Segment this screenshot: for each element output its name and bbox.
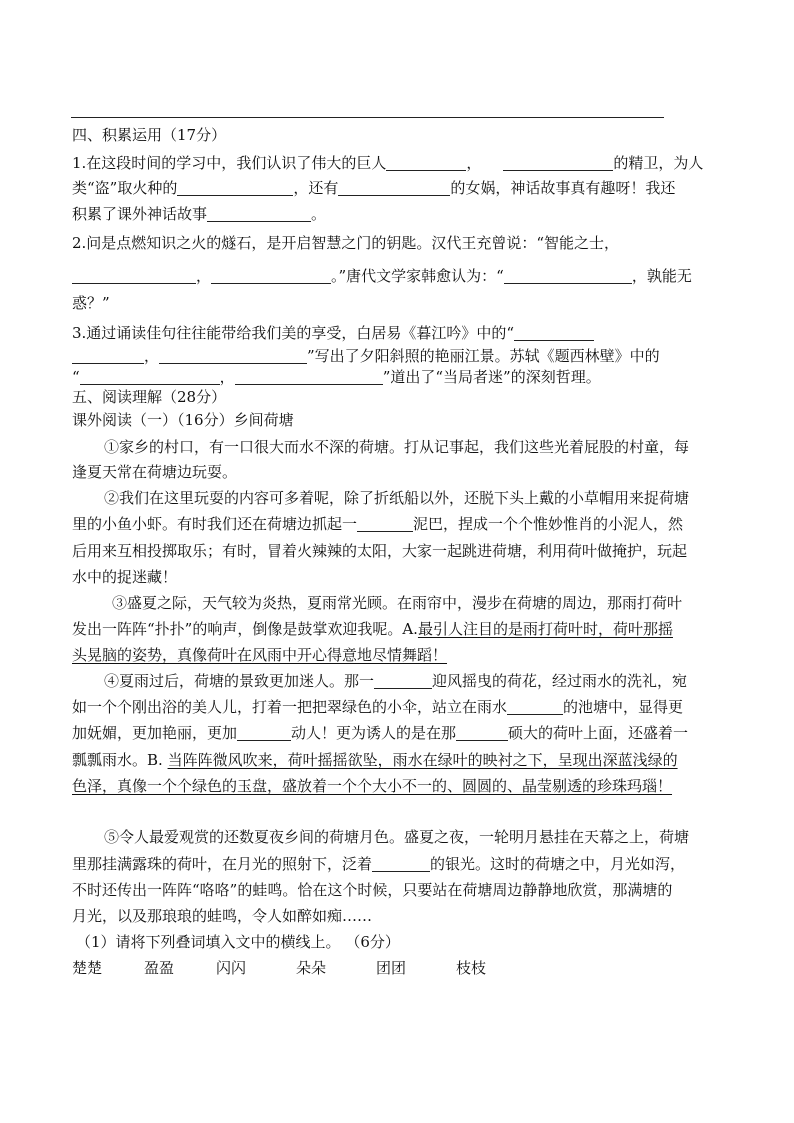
top-divider-line: [71, 117, 664, 118]
para3-line-1: ③盛夏之际，天气较为炎热，夏雨常光顾。在雨帘中，漫步在荷塘的周边，那雨打荷叶: [112, 594, 683, 612]
answer-blank[interactable]: [211, 268, 331, 284]
answer-blank[interactable]: [503, 155, 613, 171]
para2-line-1: ②我们在这里玩耍的内容可多着呢，除了折纸船以外，还脱下头上戴的小草帽用来捉荷塘: [104, 489, 690, 507]
q2-line-2: ， 。”唐代文学家韩愈认为：“ ，孰能无: [72, 266, 722, 286]
underlined-sentence-a: 最引人注目的是雨打荷叶时，荷叶那摇: [417, 620, 673, 638]
q2-line-1: 2.问是点燃知识之火的燧石，是开启智慧之门的钥匙。汉代王充曾说：“智能之士，: [72, 234, 619, 252]
answer-blank[interactable]: [386, 155, 466, 171]
passage-subheading: 课外阅读（一）（16分）乡间荷塘: [72, 411, 294, 429]
answer-blank[interactable]: [159, 348, 307, 364]
answer-blank[interactable]: [72, 268, 196, 284]
q3-line-3: “ ， ”道出了“当局者迷”的深刻哲理。: [72, 368, 601, 386]
answer-blank[interactable]: [514, 325, 594, 341]
q1-line-2: 类“盗”取火种的 ，还有 的女娲，神话故事真有趣呀！我还: [72, 179, 676, 197]
para2-line-2: 里的小鱼小虾。有时我们还在荷塘边抓起一 泥巴，捏成一个个惟妙惟肖的小泥人，然: [72, 515, 684, 533]
underlined-sentence-a-cont: 头晃脑的姿势，真像荷叶在风雨中开心得意地尽情舞蹈！: [72, 646, 448, 664]
para2-line-3: 后用来互相投掷取乐；有时，冒着火辣辣的太阳，大家一起跳进荷塘，利用荷叶做掩护，玩起: [72, 542, 688, 560]
word-tuantuan: 团团: [376, 959, 407, 977]
section-4-heading: 四、积累运用（17分）: [72, 126, 227, 144]
para3-line-2: 发出一阵阵“扑扑”的响声，倒像是鼓掌欢迎我呢。A.最引人注目的是雨打荷叶时，荷叶那摇: [72, 620, 673, 638]
para5-line-3: 不时还传出一阵阵“咯咯”的蛙鸣。恰在这个时候，只要站在荷塘周边静静地欣赏，那满塘的: [72, 881, 673, 899]
q1-line-3: 积累了课外神话故事 。: [72, 205, 327, 223]
para4-line-1: ④夏雨过后，荷塘的景致更加迷人。那一 迎风摇曳的荷花，经过雨水的洗礼，宛: [104, 672, 688, 690]
para5-line-2: 里那挂满露珠的荷叶，在月光的照射下，泛着 的银光。这时的荷塘之中，月光如泻，: [72, 855, 686, 873]
word-yingying: 盈盈: [144, 959, 175, 977]
word-chuchu: 楚楚: [72, 959, 103, 977]
para4-line-2: 如一个个刚出浴的美人儿，打着一把把翠绿色的小伞，站立在雨水 的池塘中，显得更: [72, 698, 684, 716]
answer-blank[interactable]: [72, 348, 144, 364]
para4-line-3: 加妩媚，更加艳丽，更加 动人！更为诱人的是在那 硕大的荷叶上面，还盛着一: [72, 724, 689, 742]
q2-line-3: 惑？”: [72, 294, 110, 312]
q3-line-1: 3.通过诵读佳句往往能带给我们美的享受，白居易《暮江吟》中的“: [72, 323, 722, 343]
answer-blank[interactable]: [237, 725, 291, 741]
underlined-sentence-b-cont: 色泽，真像一个个绿色的玉盘，盛放着一个个大小不一的、圆圆的、晶莹剔透的珍珠玛瑙！: [72, 777, 673, 795]
answer-blank[interactable]: [372, 856, 430, 872]
para5-line-1: ⑤令人最爱观赏的还数夏夜乡间的荷塘月色。盛夏之夜，一轮明月悬挂在天幕之上，荷塘: [104, 828, 690, 846]
answer-blank[interactable]: [507, 699, 563, 715]
para3-line-3: [72, 645, 722, 665]
para5-line-4: 月光，以及那琅琅的蛙鸣，令人如醉如痴……: [72, 907, 373, 925]
answer-blank[interactable]: [338, 180, 450, 196]
para1-line-1: ①家乡的村口，有一口很大而水不深的荷塘。打从记事起，我们这些光着屁股的村童，每: [104, 438, 690, 456]
answer-blank[interactable]: [374, 673, 432, 689]
para4-line-5: [72, 776, 722, 796]
word-zhizhi: 枝枝: [456, 959, 487, 977]
underlined-sentence-b: 当阵阵微风吹来，荷叶摇摇欲坠，雨水在绿叶的映衬之下，呈现出深蓝浅绿的: [167, 751, 678, 769]
answer-blank[interactable]: [456, 725, 508, 741]
answer-blank[interactable]: [357, 516, 413, 532]
answer-blank[interactable]: [207, 206, 311, 222]
answer-blank[interactable]: [504, 268, 632, 284]
answer-blank[interactable]: [235, 369, 383, 385]
word-shanshan: 闪闪: [216, 959, 247, 977]
para1-line-2: 逢夏天常在荷塘边玩耍。: [72, 463, 238, 481]
q1-line-1: 1.在这段时间的学习中，我们认识了伟大的巨人 ， 的精卫，为人: [72, 154, 704, 172]
word-duoduo: 朵朵: [296, 959, 327, 977]
para4-line-4: 瓢瓢雨水。B. 当阵阵微风吹来，荷叶摇摇欲坠，雨水在绿叶的映衬之下，呈现出深蓝浅绿的: [72, 751, 678, 769]
q3-line-2: ， ”写出了夕阳斜照的艳丽江景。苏轼《题西林壁》中的: [72, 346, 722, 366]
section-5-heading: 五、阅读理解（28分）: [72, 388, 227, 406]
answer-blank[interactable]: [177, 180, 293, 196]
question-1: （1）请将下列叠词填入文中的横线上。 （6分）: [76, 933, 400, 951]
answer-blank[interactable]: [80, 369, 220, 385]
para2-line-4: 水中的捉迷藏！: [72, 568, 178, 586]
